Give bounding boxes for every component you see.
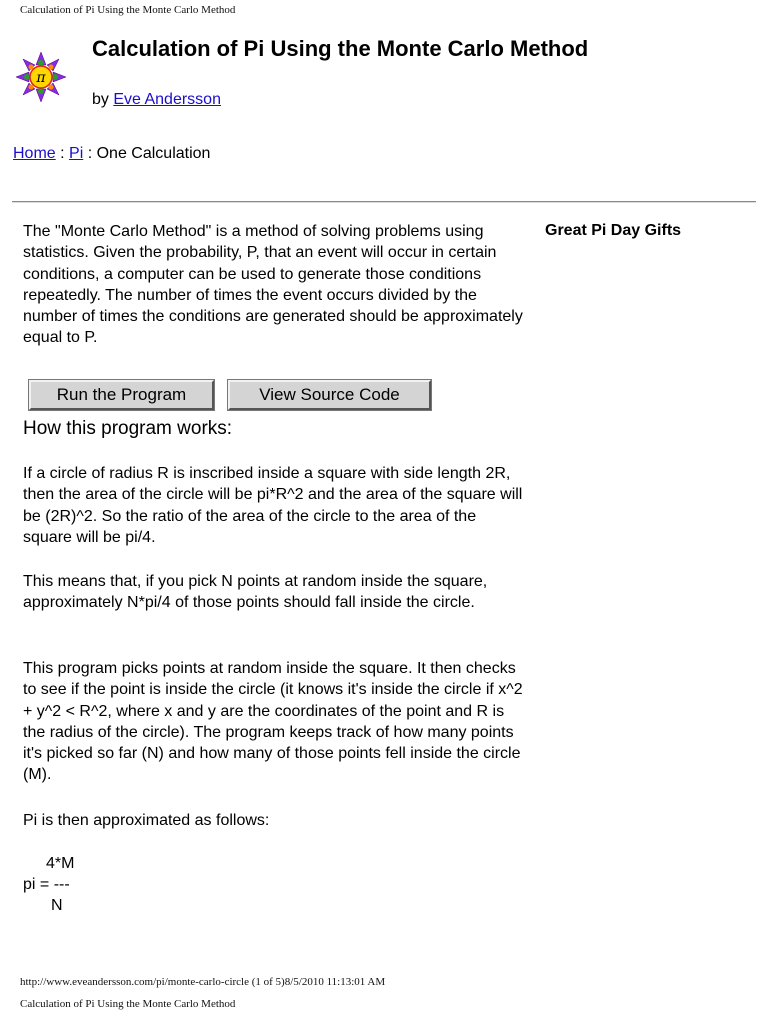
body-paragraph: This program picks points at random inside the square. It then checks to see if the point is inside the circle (it knows it's inside the circle if x^2 + y^2 < R^2, where x and y are the coordinates of the point and R is the radius of the circle). The program keeps track of how many points it's picked so far (N) and how many of those points fell inside the circle (M). bbox=[23, 660, 523, 784]
breadcrumb-separator: : bbox=[55, 145, 70, 162]
breadcrumb-current: One Calculation bbox=[96, 145, 211, 162]
body-paragraph: If a circle of radius R is inscribed inside a square with side length 2R, then the area of the circle will be pi*R^2 and the area of the square will be (2R)^2. So the ratio of the area of the circle to the area of the square will be pi/4. bbox=[23, 465, 523, 546]
sidebar-heading: Great Pi Day Gifts bbox=[545, 222, 682, 239]
author-link[interactable]: Eve Andersson bbox=[113, 91, 221, 108]
pi-symbol: π bbox=[36, 70, 46, 86]
byline-prefix: by bbox=[92, 91, 114, 108]
breadcrumb bbox=[13, 145, 210, 163]
pi-flower-logo-icon bbox=[15, 51, 67, 103]
formula-lhs: pi = --- bbox=[23, 876, 70, 893]
print-header: Calculation of Pi Using the Monte Carlo Method bbox=[20, 4, 236, 16]
formula-denominator: N bbox=[51, 897, 63, 914]
breadcrumb-home-link[interactable]: Home bbox=[13, 145, 56, 162]
body-paragraph: Pi is then approximated as follows: bbox=[23, 812, 270, 829]
section-heading: How this program works: bbox=[23, 418, 233, 439]
formula-numerator: 4*M bbox=[46, 855, 75, 872]
breadcrumb-pi-link[interactable]: Pi bbox=[69, 145, 84, 162]
horizontal-rule bbox=[12, 201, 756, 203]
run-program-button[interactable]: Run the Program bbox=[29, 380, 214, 410]
view-source-button[interactable]: View Source Code bbox=[228, 380, 431, 410]
print-footer-url: http://www.eveandersson.com/pi/monte-carlo-circle (1 of 5)8/5/2010 11:13:01 AM bbox=[20, 976, 386, 988]
breadcrumb-separator: : bbox=[83, 145, 97, 162]
print-footer-title: Calculation of Pi Using the Monte Carlo Method bbox=[20, 998, 236, 1010]
byline bbox=[92, 91, 221, 109]
intro-paragraph: The "Monte Carlo Method" is a method of solving problems using statistics. Given the probability, P, that an event will occur in certain conditions, a computer can be used to generate those conditions repeatedly. The number of times the event occurs divided by the number of times the conditions are generated should be approximately equal to P. bbox=[23, 223, 523, 347]
body-paragraph: This means that, if you pick N points at random inside the square, approximately N*pi/4 of those points should fall inside the circle. bbox=[23, 573, 488, 612]
page-title: Calculation of Pi Using the Monte Carlo Method bbox=[92, 36, 589, 61]
